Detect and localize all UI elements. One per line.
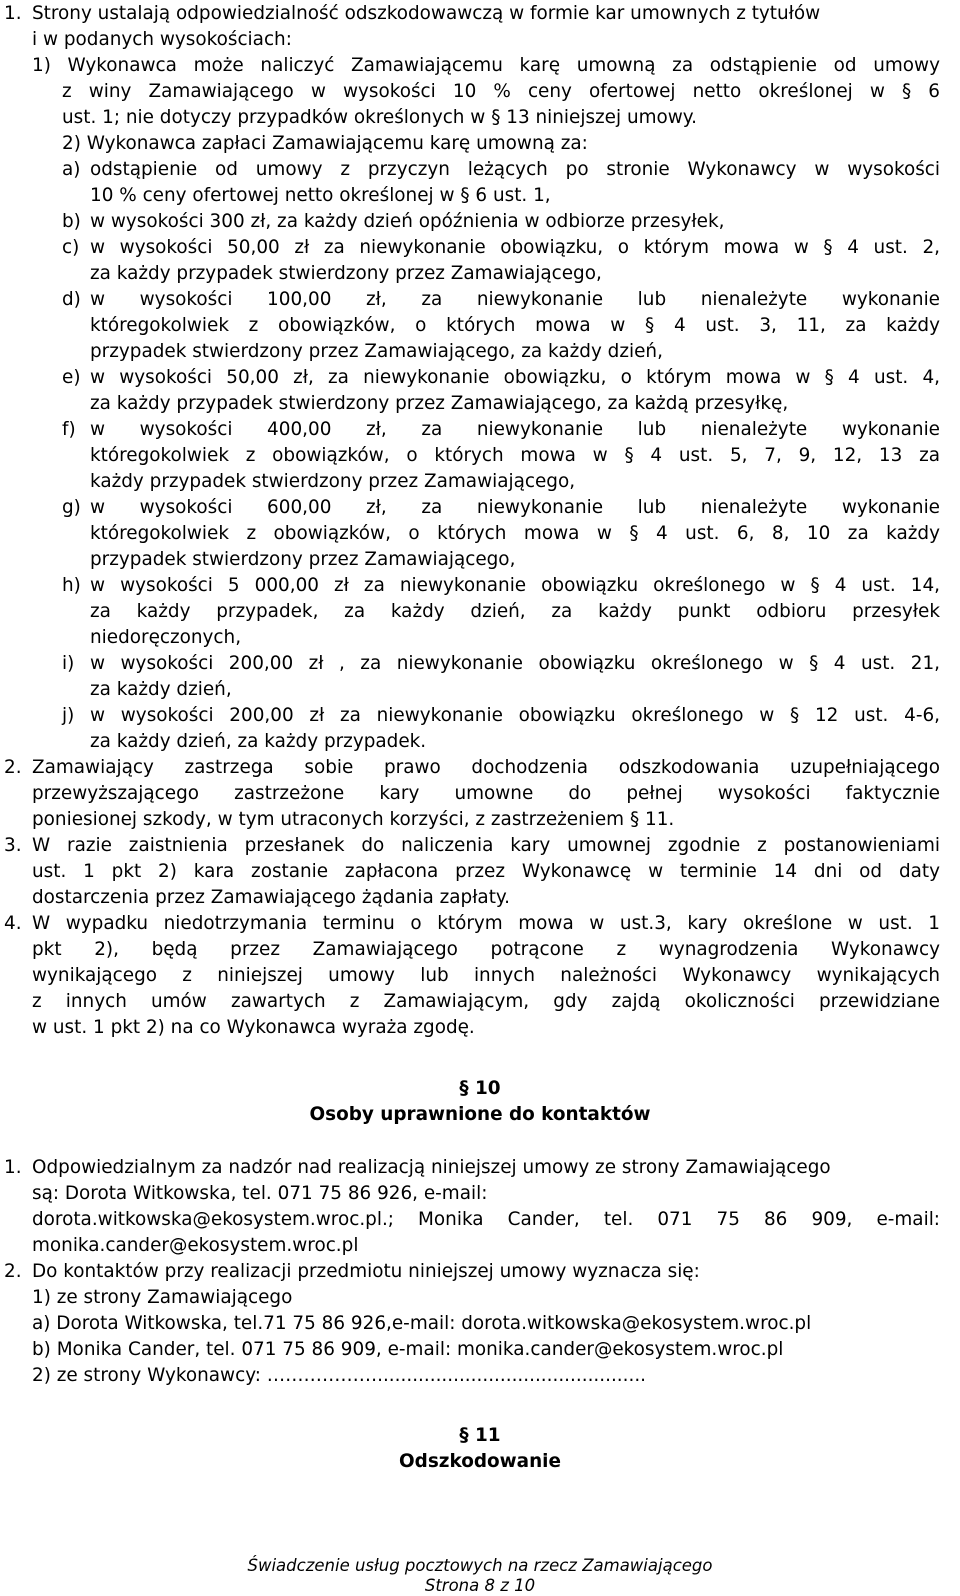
paragraph-line: W wypadku niedotrzymania terminu o którym mowa w ust.3, kary określone w ust. 1 [32,913,940,934]
list-item-label: h) [62,575,81,596]
paragraph-line: 1) ze strony Zamawiającego [32,1287,293,1308]
list-item: któregokolwiek z obowiązków, o których mowa w § 4 ust. 5, 7, 9, 12, 13 za [90,445,940,466]
paragraph-number: 2. [4,757,22,778]
list-item-label: g) [62,497,81,518]
paragraph-line: monika.cander@ekosystem.wroc.pl [32,1235,359,1256]
paragraph-number: 4. [4,913,22,934]
list-item: w wysokości 200,00 zł za niewykonanie obowiązku określonego w § 12 ust. 4-6, [90,705,940,726]
paragraph-number: 1. [4,3,22,24]
list-item-label: c) [62,237,80,258]
list-item: któregokolwiek z obowiązków, o których mowa w § 4 ust. 3, 11, za każdy [90,315,940,336]
paragraph-line: Do kontaktów przy realizacji przedmiotu niniejszej umowy wyznacza się: [32,1261,700,1282]
list-item: przypadek stwierdzony przez Zamawiającego, za każdy dzień, [90,341,663,362]
list-item-label: e) [62,367,81,388]
section-title: Odszkodowanie [399,1451,561,1472]
paragraph-line: 1) Wykonawca może naliczyć Zamawiającemu karę umowną za odstąpienie od umowy [32,55,940,76]
list-item: przypadek stwierdzony przez Zamawiającego, [90,549,516,570]
list-item: w wysokości 50,00 zł, za niewykonanie obowiązku, o którym mowa w § 4 ust. 4, [90,367,940,388]
list-item-label: f) [62,419,76,440]
paragraph-line: b) Monika Cander, tel. 071 75 86 909, e-mail: monika.cander@ekosystem.wroc.pl [32,1339,784,1360]
list-item: odstąpienie od umowy z przyczyn leżących po stronie Wykonawcy w wysokości [90,159,940,180]
section-number: § 11 [459,1425,501,1446]
list-item: za każdy przypadek stwierdzony przez Zamawiającego, za każdą przesyłkę, [90,393,789,414]
list-item: za każdy dzień, za każdy przypadek. [90,731,427,752]
paragraph-line: wynikającego z niniejszej umowy lub innych należności Wykonawcy wynikających [32,965,940,986]
paragraph-line: przewyższającego zastrzeżone kary umowne do pełnej wysokości faktycznie [32,783,940,804]
list-item-label: a) [62,159,81,180]
list-item: w wysokości 300 zł, za każdy dzień opóźnienia w odbiorze przesyłek, [90,211,725,232]
paragraph-line: 2) Wykonawca zapłaci Zamawiającemu karę umowną za: [62,133,588,154]
list-item-label: i) [62,653,75,674]
list-item: któregokolwiek z obowiązków, o których mowa w § 4 ust. 6, 8, 10 za każdy [90,523,940,544]
paragraph-line: dorota.witkowska@ekosystem.wroc.pl.; Monika Cander, tel. 071 75 86 909, e-mail: [32,1209,940,1230]
paragraph-line: dostarczenia przez Zamawiającego żądania zapłaty. [32,887,511,908]
list-item: za każdy dzień, [90,679,232,700]
paragraph-line: pkt 2), będą przez Zamawiającego potrącone z wynagrodzenia Wykonawcy [32,939,940,960]
paragraph-line: ust. 1 pkt 2) kara zostanie zapłacona przez Wykonawcę w terminie 14 dni od daty [32,861,940,882]
list-item: każdy przypadek stwierdzony przez Zamawiającego, [90,471,576,492]
paragraph-line: Odpowiedzialnym za nadzór nad realizacją niniejszej umowy ze strony Zamawiającego [32,1157,831,1178]
paragraph-number: 1. [4,1157,22,1178]
paragraph-line: Strony ustalają odpowiedzialność odszkodowawczą w formie kar umownych z tytułów [32,3,821,24]
list-item: w wysokości 100,00 zł, za niewykonanie lub nienależyte wykonanie [90,289,940,310]
paragraph-line: Zamawiający zastrzega sobie prawo dochodzenia odszkodowania uzupełniającego [32,757,940,778]
paragraph-line: są: Dorota Witkowska, tel. 071 75 86 926, e-mail: [32,1183,488,1204]
paragraph-line: z winy Zamawiającego w wysokości 10 % ceny ofertowej netto określonej w § 6 [62,81,940,102]
paragraph-line: z innych umów zawartych z Zamawiającym, gdy zajdą okoliczności przewidziane [32,991,940,1012]
list-item: w wysokości 400,00 zł, za niewykonanie lub nienależyte wykonanie [90,419,940,440]
paragraph-line: 2) ze strony Wykonawcy: ……………….............................................. [32,1365,647,1386]
footer-title: Świadczenie usług pocztowych na rzecz Zamawiającego [247,1556,713,1575]
section-number: § 10 [459,1078,501,1099]
list-item-label: j) [62,705,75,726]
list-item: w wysokości 200,00 zł , za niewykonanie obowiązku określonego w § 4 ust. 21, [90,653,940,674]
paragraph-line: i w podanych wysokościach: [32,29,292,50]
paragraph-line: w ust. 1 pkt 2) na co Wykonawca wyraża zgodę. [32,1017,475,1038]
section-title: Osoby uprawnione do kontaktów [309,1104,651,1125]
paragraph-line: ust. 1; nie dotyczy przypadków określonych w § 13 niniejszej umowy. [62,107,697,128]
list-item: za każdy przypadek, za każdy dzień, za każdy punkt odbioru przesyłek [90,601,940,622]
list-item: za każdy przypadek stwierdzony przez Zamawiającego, [90,263,602,284]
paragraph-line: a) Dorota Witkowska, tel.71 75 86 926,e-mail: dorota.witkowska@ekosystem.wroc.pl [32,1313,812,1334]
list-item: w wysokości 5 000,00 zł za niewykonanie obowiązku określonego w § 4 ust. 14, [90,575,940,596]
paragraph-line: poniesionej szkody, w tym utraconych korzyści, z zastrzeżeniem § 11. [32,809,675,830]
list-item: niedoręczonych, [90,627,242,648]
list-item: 10 % ceny ofertowej netto określonej w § 6 ust. 1, [90,185,551,206]
paragraph-number: 3. [4,835,22,856]
list-item-label: d) [62,289,81,310]
list-item-label: b) [62,211,81,232]
page-number: Strona 8 z 10 [424,1576,536,1595]
list-item: w wysokości 600,00 zł, za niewykonanie lub nienależyte wykonanie [90,497,940,518]
list-item: w wysokości 50,00 zł za niewykonanie obowiązku, o którym mowa w § 4 ust. 2, [90,237,940,258]
paragraph-number: 2. [4,1261,22,1282]
paragraph-line: W razie zaistnienia przesłanek do naliczenia kary umownej zgodnie z postanowieniami [32,835,940,856]
